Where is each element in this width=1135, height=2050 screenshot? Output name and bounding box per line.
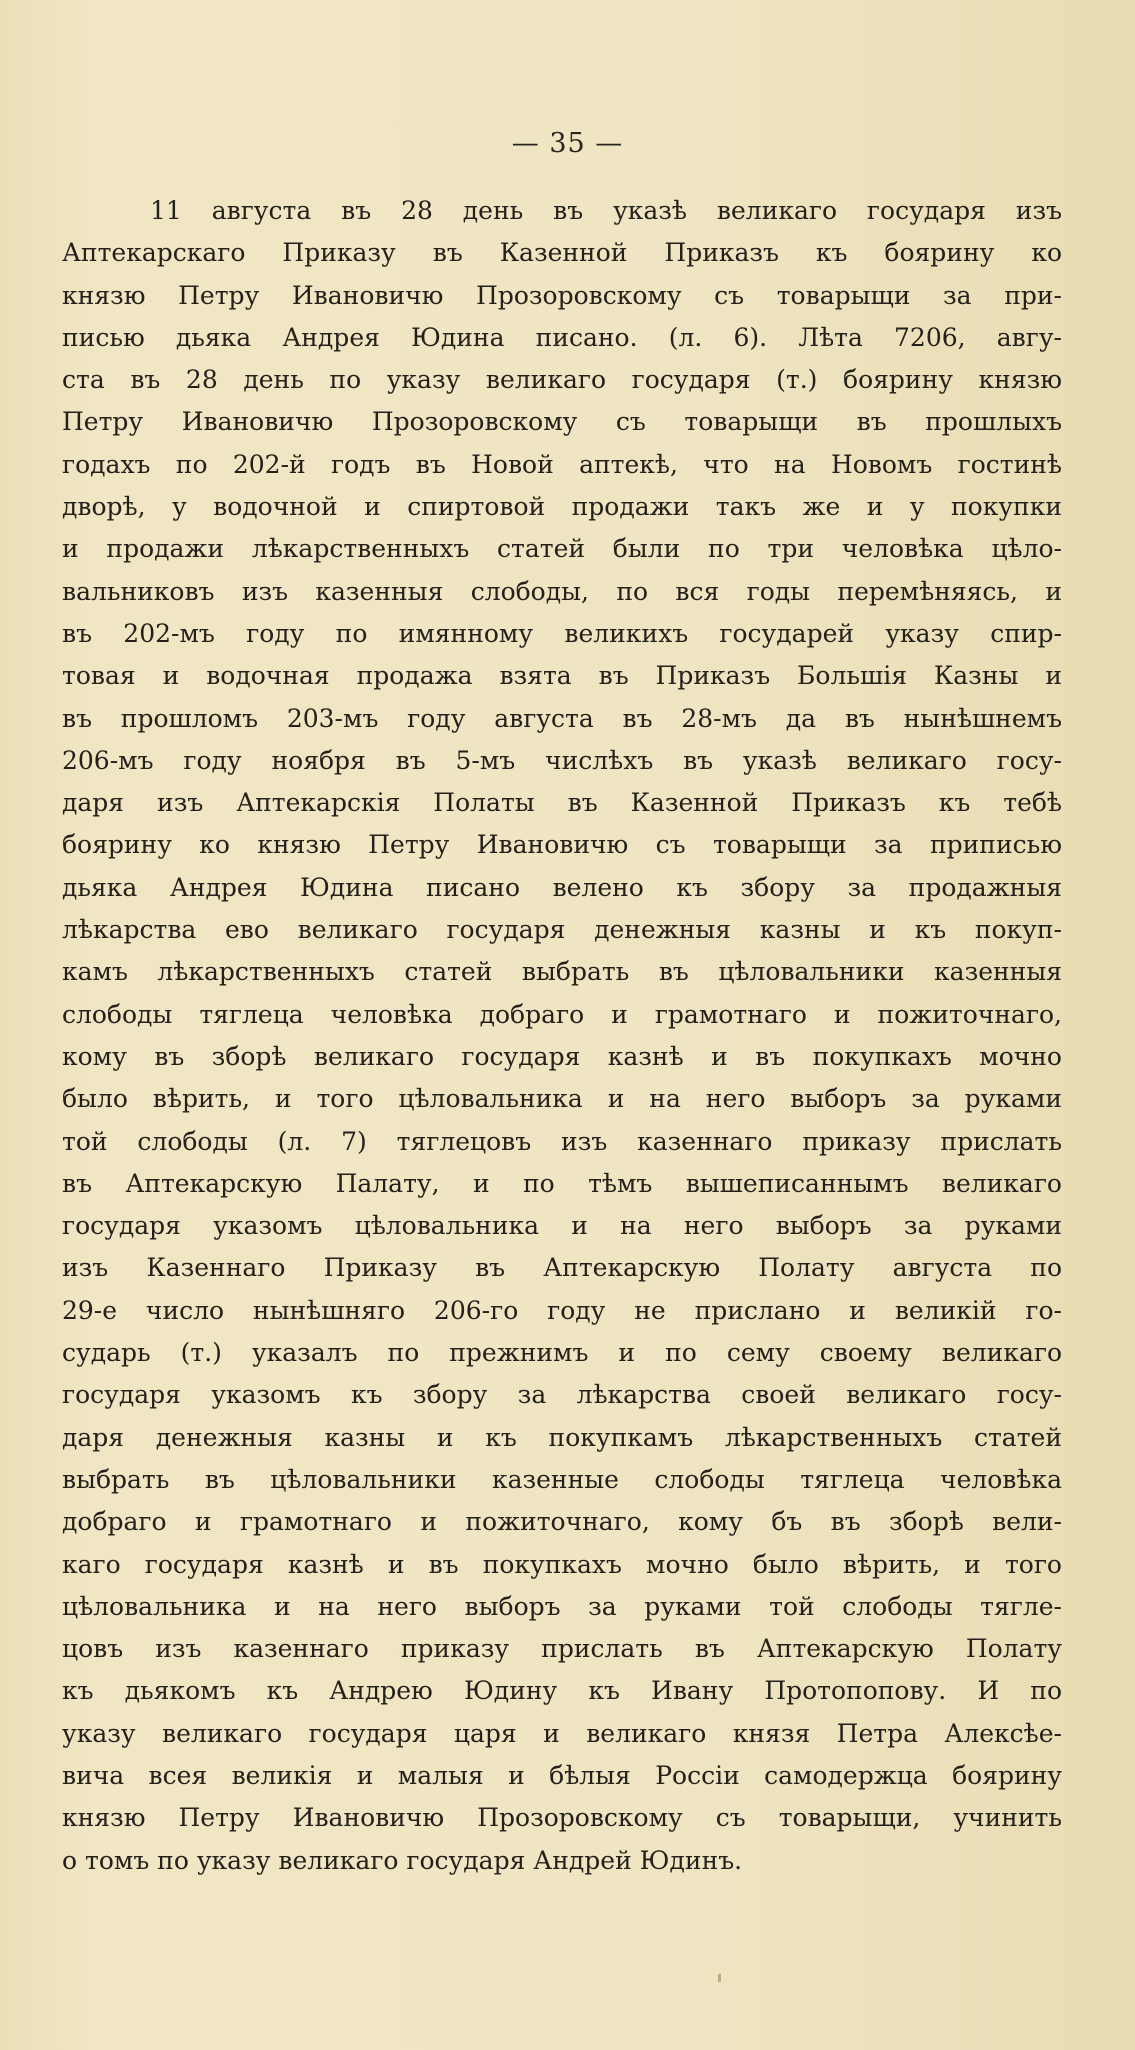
text-line: ста въ 28 день по указу великаго государя (т.) боярину князю [62, 365, 1062, 395]
body-text [62, 190, 1062, 1882]
text-line: Петру Ивановичю Прозоровскому съ товарыщи въ прошлыхъ [62, 407, 1062, 437]
text-line: выбрать въ цѣловальники казенные слободы тяглеца человѣка [62, 1464, 1062, 1494]
text-line: 29-е число нынѣшняго 206-го году не прислано и великій го- [62, 1295, 1062, 1325]
text-line: было вѣрить, и того цѣловальника и на него выборъ за руками [62, 1084, 1062, 1114]
text-line: Аптекарскаго Приказу въ Казенной Приказъ къ боярину ко [62, 238, 1062, 268]
text-line: 11 августа въ 28 день въ указѣ великаго государя изъ [150, 196, 1062, 225]
text-line: цовъ изъ казеннаго приказу прислать въ Аптекарскую Полату [62, 1634, 1062, 1664]
text-line: вича всея великія и малыя и бѣлыя Россіи самодержца боярину [62, 1760, 1062, 1790]
text-line: боярину ко князю Петру Ивановичю съ товарыщи за приписью [62, 830, 1062, 860]
text-line: писью дьяка Андрея Юдина писано. (л. 6). Лѣта 7206, авгу- [62, 322, 1062, 352]
text-line: лѣкарства ево великаго государя денежныя казны и къ покуп- [62, 915, 1062, 945]
text-line: кому въ зборѣ великаго государя казнѣ и въ покупкахъ мочно [62, 1041, 1062, 1071]
text-line: князю Петру Ивановичю Прозоровскому съ товарыщи за при- [62, 280, 1062, 310]
text-line: товая и водочная продажа взята въ Приказъ Большія Казны и [62, 661, 1062, 691]
paper-speck [718, 1974, 721, 1982]
text-line: той слободы (л. 7) тяглецовъ изъ казеннаго приказу прислать [62, 1126, 1062, 1156]
text-line: слободы тяглеца человѣка добраго и грамотнаго и пожиточнаго, [62, 999, 1062, 1029]
text-line: годахъ по 202-й годъ въ Новой аптекѣ, что на Новомъ гостинѣ [62, 449, 1062, 479]
text-line: въ 202-мъ году по имянному великихъ государей указу спир- [62, 618, 1062, 648]
text-line: 206-мъ году ноября въ 5-мъ числѣхъ въ указѣ великаго госу- [62, 745, 1062, 775]
text-line: каго государя казнѣ и въ покупкахъ мочно было вѣрить, и того [62, 1549, 1062, 1579]
text-line: въ Аптекарскую Палату, и по тѣмъ вышеписаннымъ великаго [62, 1168, 1062, 1198]
text-line: указу великаго государя царя и великаго князя Петра Алексѣе- [62, 1718, 1062, 1748]
text-line: вальниковъ изъ казенныя слободы, по вся годы перемѣняясь, и [62, 576, 1062, 606]
text-line: дворѣ, у водочной и спиртовой продажи такъ же и у покупки [62, 492, 1062, 522]
text-line: дьяка Андрея Юдина писано велено къ збору за продажныя [62, 872, 1062, 902]
text-line: государя указомъ цѣловальника и на него выборъ за руками [62, 1211, 1062, 1241]
text-line: о томъ по указу великаго государя Андрей Юдинъ. [62, 1845, 743, 1875]
text-line: добраго и грамотнаго и пожиточнаго, кому бъ въ зборѣ вели- [62, 1507, 1062, 1537]
text-line: даря изъ Аптекарскія Полаты въ Казенной Приказъ къ тебѣ [62, 788, 1062, 818]
text-line: государя указомъ къ збору за лѣкарства своей великаго госу- [62, 1380, 1062, 1410]
text-line: князю Петру Ивановичю Прозоровскому съ товарыщи, учинить [62, 1803, 1062, 1833]
text-line: цѣловальника и на него выборъ за руками той слободы тягле- [62, 1591, 1062, 1621]
text-line: изъ Казеннаго Приказу въ Аптекарскую Полату августа по [62, 1253, 1062, 1283]
text-line: сударь (т.) указалъ по прежнимъ и по сему своему великаго [62, 1338, 1062, 1368]
text-line: камъ лѣкарственныхъ статей выбрать въ цѣловальники казенныя [62, 957, 1062, 987]
page-number: — 35 — [511, 128, 624, 159]
text-line: въ прошломъ 203-мъ году августа въ 28-мъ да въ нынѣшнемъ [62, 703, 1062, 733]
text-line: даря денежныя казны и къ покупкамъ лѣкарственныхъ статей [62, 1422, 1062, 1452]
text-line: и продажи лѣкарственныхъ статей были по три человѣка цѣло- [62, 534, 1062, 564]
text-line: къ дьякомъ къ Андрею Юдину къ Ивану Протопопову. И по [62, 1676, 1062, 1706]
